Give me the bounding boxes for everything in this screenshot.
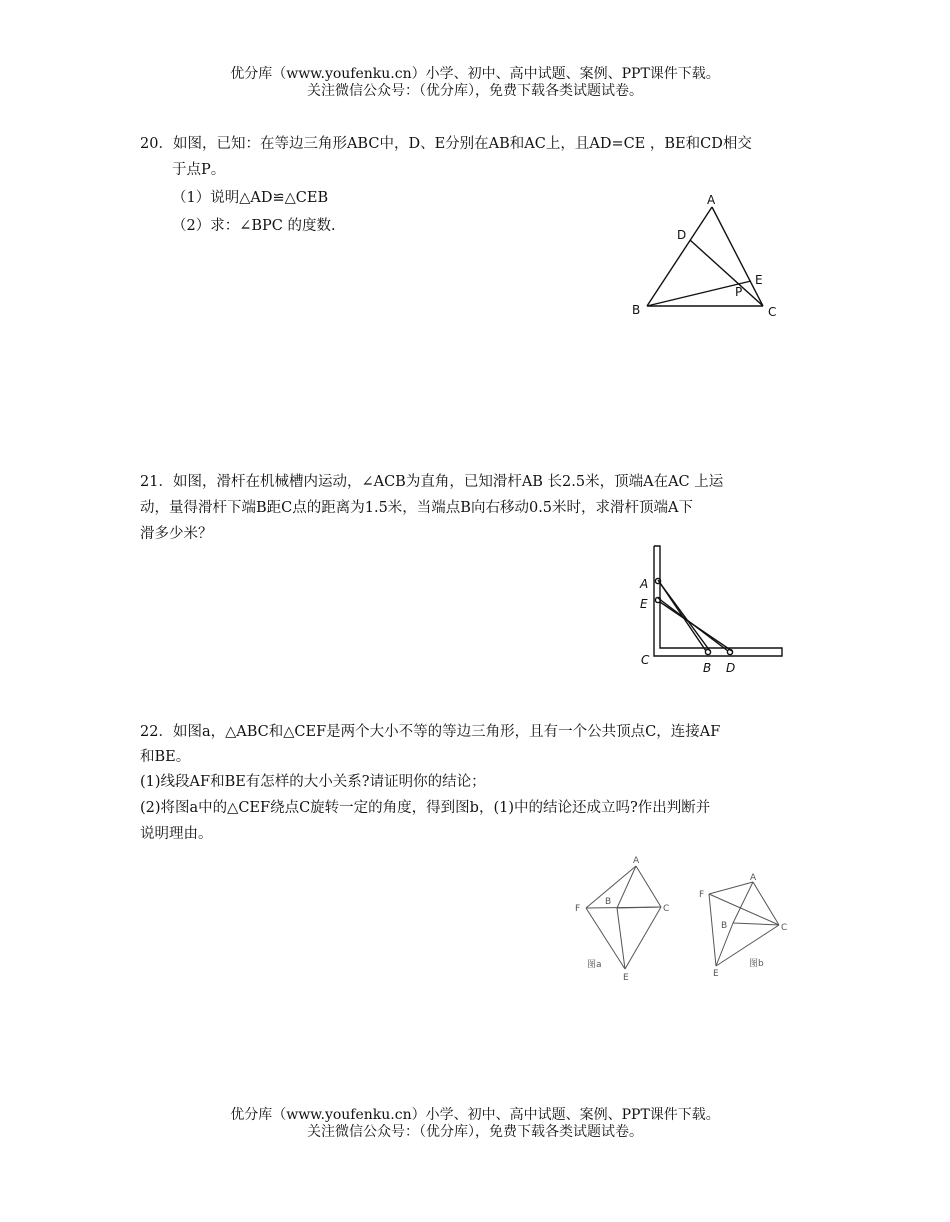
q22b-side-ce	[716, 925, 779, 966]
q22-figure-b	[695, 870, 800, 982]
q20-figure	[625, 188, 785, 323]
q21-figure	[636, 540, 786, 680]
q22-line-2: 和BE。	[140, 749, 191, 765]
q22-sub-1: (1)线段AF和BE有怎样的大小关系?请证明你的结论；	[140, 774, 486, 790]
q22b-label-b: B	[721, 921, 728, 931]
q22b-label-c: C	[781, 923, 788, 933]
q22b-caption: 图b	[749, 959, 764, 969]
page-header	[0, 66, 950, 100]
q22a-segment-be	[617, 908, 625, 969]
q20-sub-1: （1）说明△AD≌△CEB	[172, 190, 329, 206]
q21-line-3: 滑多少米？	[140, 526, 213, 542]
q22b-side-cf	[709, 894, 779, 925]
q20-label-b: B	[632, 303, 641, 317]
q22a-caption: 图a	[587, 960, 602, 970]
q22a-side-cf	[586, 907, 661, 908]
q22a-side-ab	[617, 866, 636, 908]
q22-figure-a	[570, 852, 688, 984]
header-line-1: 优分库（www.youfenku.cn）小学、初中、高中试题、案例、PPT课件下载。	[230, 66, 720, 82]
q21-label-b: B	[703, 661, 712, 675]
q20-label-p: P	[735, 285, 743, 299]
q22b-side-ab	[733, 882, 753, 923]
q20-label-c: C	[768, 305, 777, 319]
q20-side-ab	[647, 207, 712, 306]
q22a-side-ce	[625, 907, 661, 969]
q20-label-a: A	[707, 193, 716, 207]
q22a-label-f: F	[575, 904, 581, 914]
q22b-side-fe	[709, 894, 716, 966]
q22b-label-e: E	[713, 969, 719, 979]
q20-label-d: D	[677, 228, 687, 242]
q20-label-e: E	[755, 273, 763, 287]
q20-sub-2: （2）求：∠BPC 的度数.	[172, 218, 336, 234]
q22b-label-a: A	[750, 873, 757, 883]
q22a-label-c: C	[663, 904, 670, 914]
q22b-segment-af	[709, 882, 753, 894]
q21-point-b	[705, 649, 710, 654]
q20-line-1: 20．如图，已知：在等边三角形ABC中，D、E分别在AB和AC上，且AD=CE ，BE和CD相交	[140, 136, 752, 152]
footer-line-1: 优分库（www.youfenku.cn）小学、初中、高中试题、案例、PPT课件下载。	[230, 1107, 720, 1123]
q22a-side-ac	[636, 866, 661, 907]
q21-rod-ed-2	[660, 602, 732, 651]
q21-label-e: E	[640, 597, 648, 611]
q21-rod-ab-2	[660, 583, 710, 651]
q22-sub-3: 说明理由。	[140, 826, 213, 842]
q22a-label-e: E	[623, 973, 629, 983]
q22a-label-a: A	[633, 856, 640, 866]
header-line-2: 关注微信公众号：（优分库），免费下载各类试题试卷。	[307, 83, 643, 99]
page-footer	[0, 1107, 950, 1141]
q22-sub-2: (2)将图a中的△CEF绕点C旋转一定的角度，得到图b，(1)中的结论还成立吗?作出判断并	[140, 800, 711, 816]
q21-line-1: 21．如图，滑杆在机械槽内运动，∠ACB为直角，已知滑杆AB 长2.5米，顶端A在AC 上运	[140, 474, 724, 490]
q22-line-1: 22．如图a，△ABC和△CEF是两个大小不等的等边三角形，且有一个公共顶点C，连接AF	[140, 724, 721, 740]
q22b-side-ac	[753, 882, 779, 925]
q22b-side-bc	[733, 923, 779, 925]
q20-segment-cd	[690, 240, 763, 306]
q21-line-2: 动，量得滑杆下端B距C点的距离为1.5米，当端点B向右移动0.5米时，求滑杆顶端A下	[140, 500, 693, 516]
q22b-label-f: F	[699, 890, 705, 900]
footer-line-2: 关注微信公众号：（优分库），免费下载各类试题试卷。	[307, 1124, 643, 1140]
q21-label-d: D	[726, 661, 736, 675]
q21-label-a: A	[640, 577, 649, 591]
q21-label-c: C	[641, 653, 650, 667]
q22a-label-b: B	[605, 897, 612, 907]
q20-line-2: 于点P。	[172, 162, 226, 178]
